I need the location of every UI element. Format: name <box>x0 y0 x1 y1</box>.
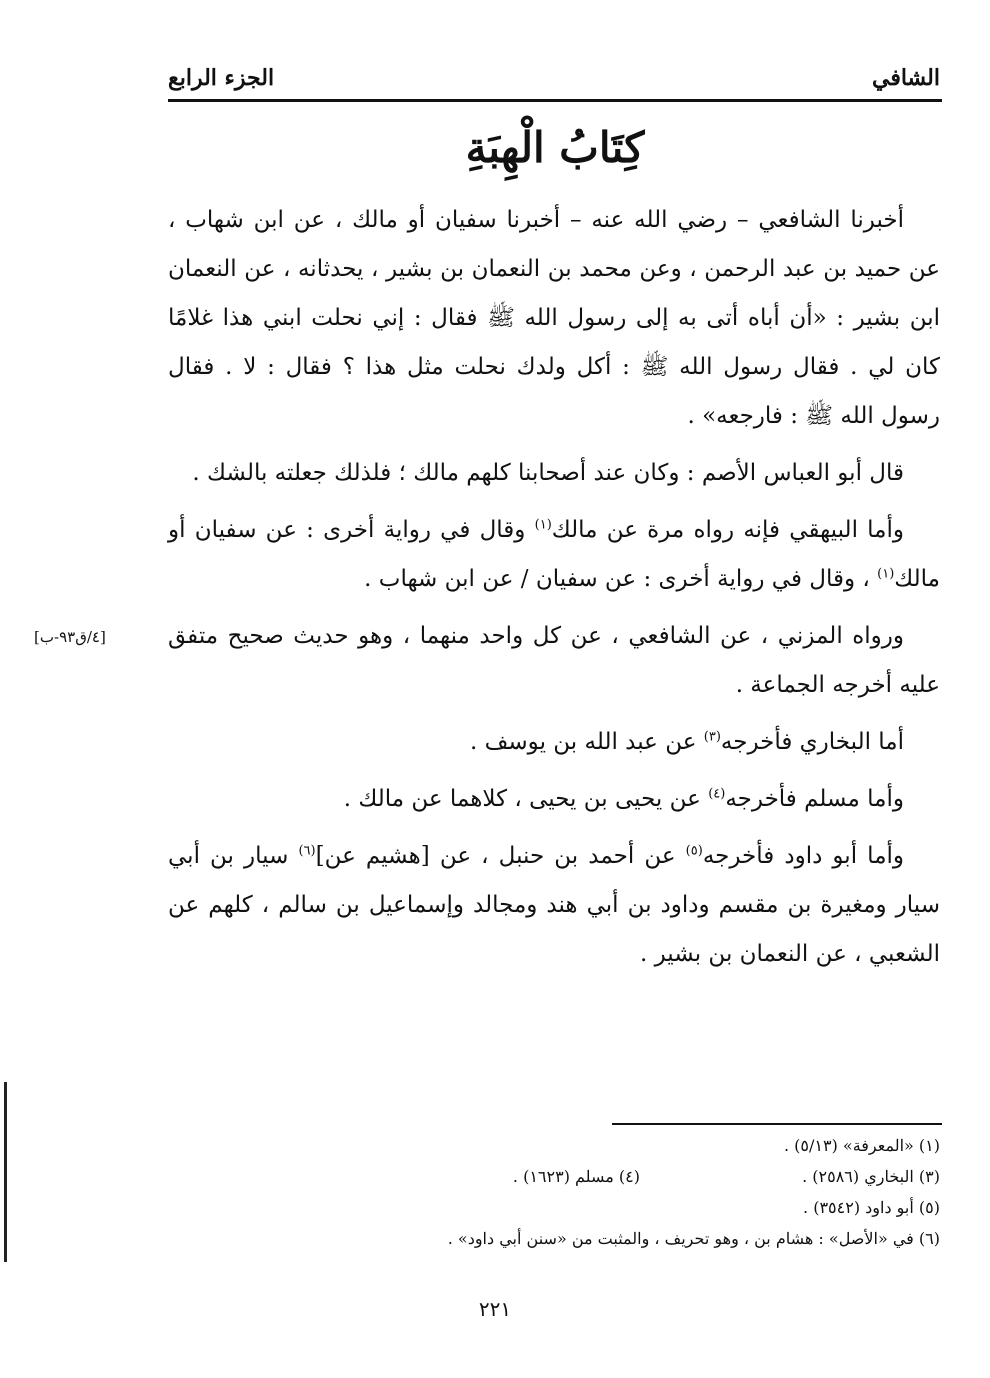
text-segment: عن أحمد بن حنبل ، عن [هشيم عن] <box>315 843 686 869</box>
text-segment: سيار بن أبي سيار ومغيرة بن مقسم وداود بن أبي هند ومجالد وإسماعيل بن سالم ، كلهم عن الشعبي ، عن النعمان بن بشير . <box>168 843 940 967</box>
page-number: ٢٢١ <box>478 1297 512 1321</box>
footnote-separator <box>612 1123 942 1125</box>
paragraph <box>168 506 940 604</box>
footnote-marker: (٣) <box>703 729 721 745</box>
footnote-line <box>168 1130 940 1161</box>
text-segment: أما البخاري فأخرجه <box>720 729 904 755</box>
paragraph <box>168 832 940 979</box>
text-segment: وأما مسلم فأخرجه <box>725 786 904 812</box>
book-title: الشافي <box>872 65 940 91</box>
text-segment: وأما أبو داود فأخرجه <box>702 843 905 869</box>
footnote-marker: (٦) <box>298 843 316 859</box>
footnote: (٥) أبو داود (٣٥٤٢) . <box>803 1198 940 1217</box>
footnote-marker: (١) <box>877 566 895 582</box>
text-segment: وقال في رواية أخرى : عن سفيان أو مالك <box>168 517 940 592</box>
footnote-line <box>168 1223 940 1254</box>
main-text <box>168 196 940 1056</box>
manuscript-folio-reference: [٤/ق٩٣-ب] <box>34 628 106 646</box>
footnotes <box>168 1130 940 1280</box>
paragraph: أخبرنا الشافعي – رضي الله عنه – أخبرنا سفيان أو مالك ، عن ابن شهاب ، عن حميد بن عبد الرحمن ، وعن محمد بن النعمان بن بشير ، يحدثانه ، عن النعمان ابن بشير : «أن أباه أتى به إلى رسول الله ﷺ فقال : إني نحلت ابني هذا غلامًا كان لي . فقال رسول الله ﷺ : أكل ولدك نحلت مثل هذا ؟ فقال : لا . فقال رسول الله ﷺ : فارجعه» . <box>168 207 940 429</box>
text-segment: عن عبد الله بن يوسف . <box>469 729 704 755</box>
chapter-title: كِتَابُ الْهِبَةِ <box>465 123 645 172</box>
text-segment: ، وقال في رواية أخرى : عن سفيان / عن ابن شهاب . <box>364 566 878 592</box>
footnote: (٤) مسلم (١٦٢٣) . <box>512 1167 640 1186</box>
running-header <box>168 58 940 98</box>
footnote: (٦) في «الأصل» : هشام بن ، وهو تحريف ، والمثبت من «سنن أبي داود» . <box>447 1229 940 1248</box>
footnote-line <box>168 1192 940 1223</box>
header-rule <box>168 99 942 102</box>
scan-edge-mark <box>4 1082 7 1262</box>
paragraph <box>168 718 940 767</box>
paragraph: ورواه المزني ، عن الشافعي ، عن كل واحد منهما ، وهو حديث صحيح متفق عليه أخرجه الجماعة . <box>168 623 940 698</box>
footnote: (١) «المعرفة» (٥/١٣) . <box>783 1136 940 1155</box>
text-segment: وأما البيهقي فإنه رواه مرة عن مالك <box>551 517 905 543</box>
paragraph <box>168 775 940 824</box>
footnote-marker: (٥) <box>685 843 703 859</box>
text-segment: عن يحيى بن يحيى ، كلاهما عن مالك . <box>343 786 709 812</box>
paragraph: قال أبو العباس الأصم : وكان عند أصحابنا كلهم مالك ؛ فلذلك جعلته بالشك . <box>192 460 904 486</box>
footnote-line <box>168 1161 940 1192</box>
part-label: الجزء الرابع <box>168 65 275 91</box>
footnote-marker: (٤) <box>708 786 726 802</box>
footnote: (٣) البخاري (٢٥٨٦) . <box>802 1167 940 1186</box>
footnote-marker: (١) <box>534 517 552 533</box>
